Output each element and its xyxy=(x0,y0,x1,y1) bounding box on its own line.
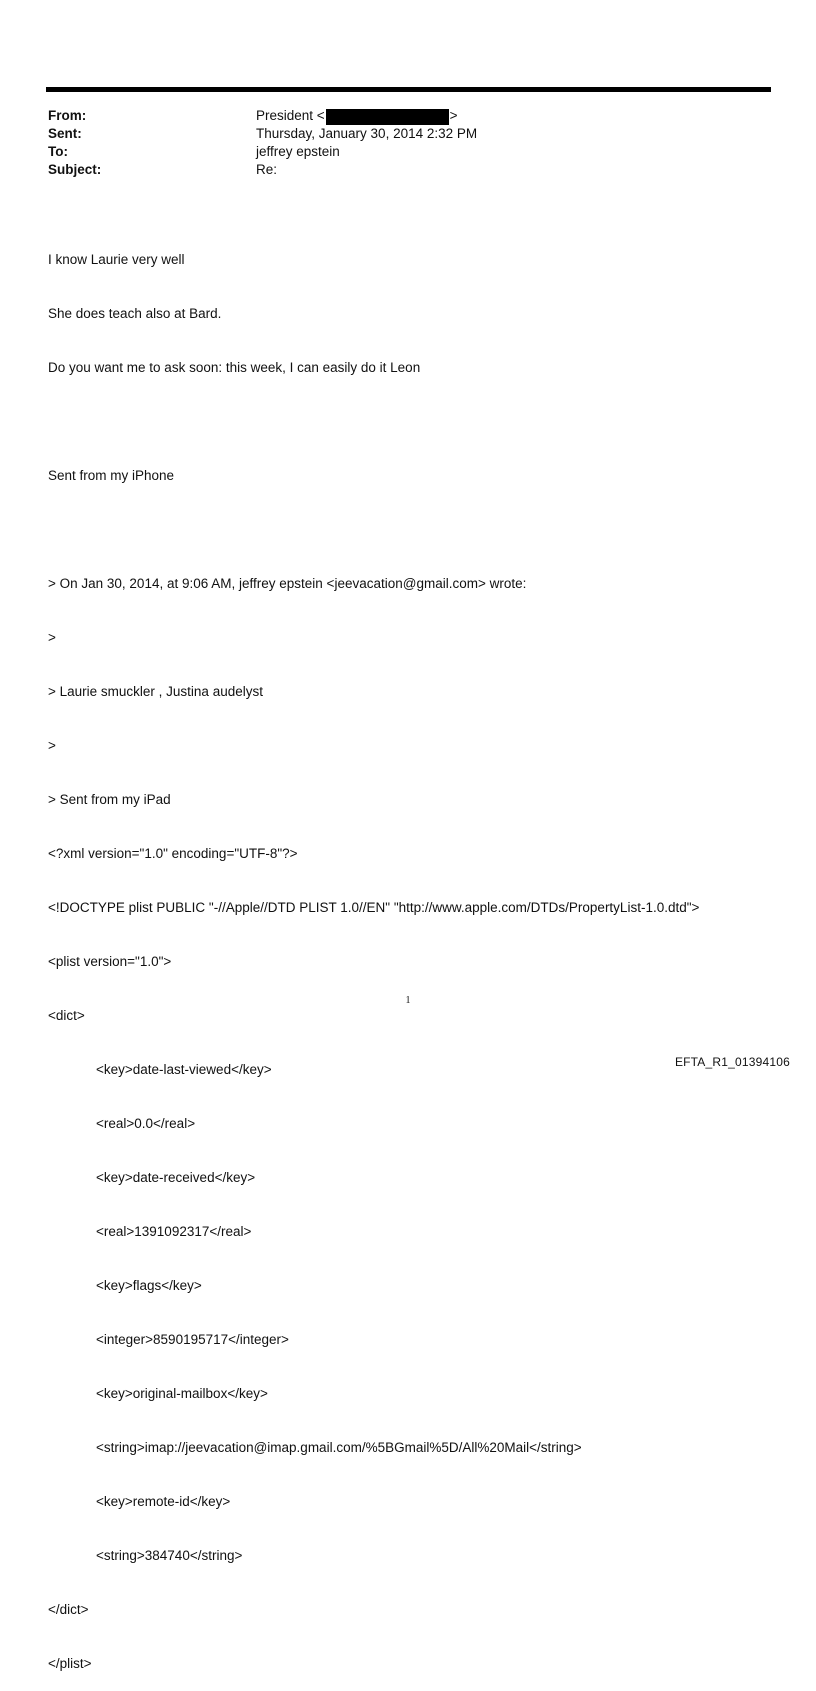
xml-line: <integer>8590195717</integer> xyxy=(96,1332,289,1347)
body-line: Sent from my iPhone xyxy=(48,468,175,483)
from-name: President < xyxy=(256,108,325,123)
email-body xyxy=(48,215,699,1691)
xml-line: <real>1391092317</real> xyxy=(96,1224,252,1239)
xml-line: <key>date-last-viewed</key> xyxy=(96,1062,272,1077)
quoted-line: > xyxy=(48,738,56,753)
xml-line: <key>date-received</key> xyxy=(96,1170,256,1185)
xml-line: </plist> xyxy=(48,1656,92,1671)
to-value: jeffrey epstein xyxy=(256,144,340,159)
subject-value: Re: xyxy=(256,162,278,177)
body-line xyxy=(48,413,699,431)
quoted-line: > Laurie smuckler , Justina audelyst xyxy=(48,684,263,699)
from-label: From: xyxy=(48,108,87,123)
xml-line: <key>remote-id</key> xyxy=(96,1494,231,1509)
redaction-block xyxy=(326,109,449,125)
xml-line: <?xml version="1.0" encoding="UTF-8"?> xyxy=(48,846,298,861)
xml-line: <!DOCTYPE plist PUBLIC "-//Apple//DTD PLIST 1.0//EN" "http://www.apple.com/DTDs/PropertyList-1.0.dtd"> xyxy=(48,900,700,915)
body-line: Do you want me to ask soon: this week, I can easily do it Leon xyxy=(48,360,421,375)
xml-line: <real>0.0</real> xyxy=(96,1116,196,1131)
body-line: She does teach also at Bard. xyxy=(48,306,222,321)
document-id: EFTA_R1_01394106 xyxy=(674,1055,790,1069)
header-rule xyxy=(46,87,771,92)
body-line xyxy=(48,521,699,539)
quoted-line: > xyxy=(48,630,56,645)
from-close: > xyxy=(449,108,458,123)
quoted-line: > Sent from my iPad xyxy=(48,792,171,807)
body-line: I know Laurie very well xyxy=(48,252,185,267)
quoted-line: > On Jan 30, 2014, at 9:06 AM, jeffrey epstein <jeevacation@gmail.com> wrote: xyxy=(48,576,527,591)
xml-line: <string>384740</string> xyxy=(96,1548,243,1563)
email-header xyxy=(48,107,477,179)
page-number: 1 xyxy=(405,995,411,1006)
sent-value: Thursday, January 30, 2014 2:32 PM xyxy=(256,126,478,141)
xml-line: <key>flags</key> xyxy=(96,1278,202,1293)
xml-line: <key>original-mailbox</key> xyxy=(96,1386,268,1401)
subject-row xyxy=(48,161,477,179)
xml-line: <plist version="1.0"> xyxy=(48,954,172,969)
to-row xyxy=(48,143,477,161)
from-value xyxy=(256,107,458,125)
from-row xyxy=(48,107,477,125)
xml-line: <dict> xyxy=(48,1008,85,1023)
sent-row xyxy=(48,125,477,143)
subject-label: Subject: xyxy=(48,162,102,177)
xml-line: <string>imap://jeevacation@imap.gmail.com/%5BGmail%5D/All%20Mail</string> xyxy=(96,1440,582,1455)
xml-line: </dict> xyxy=(48,1602,89,1617)
to-label: To: xyxy=(48,144,68,159)
sent-label: Sent: xyxy=(48,126,82,141)
